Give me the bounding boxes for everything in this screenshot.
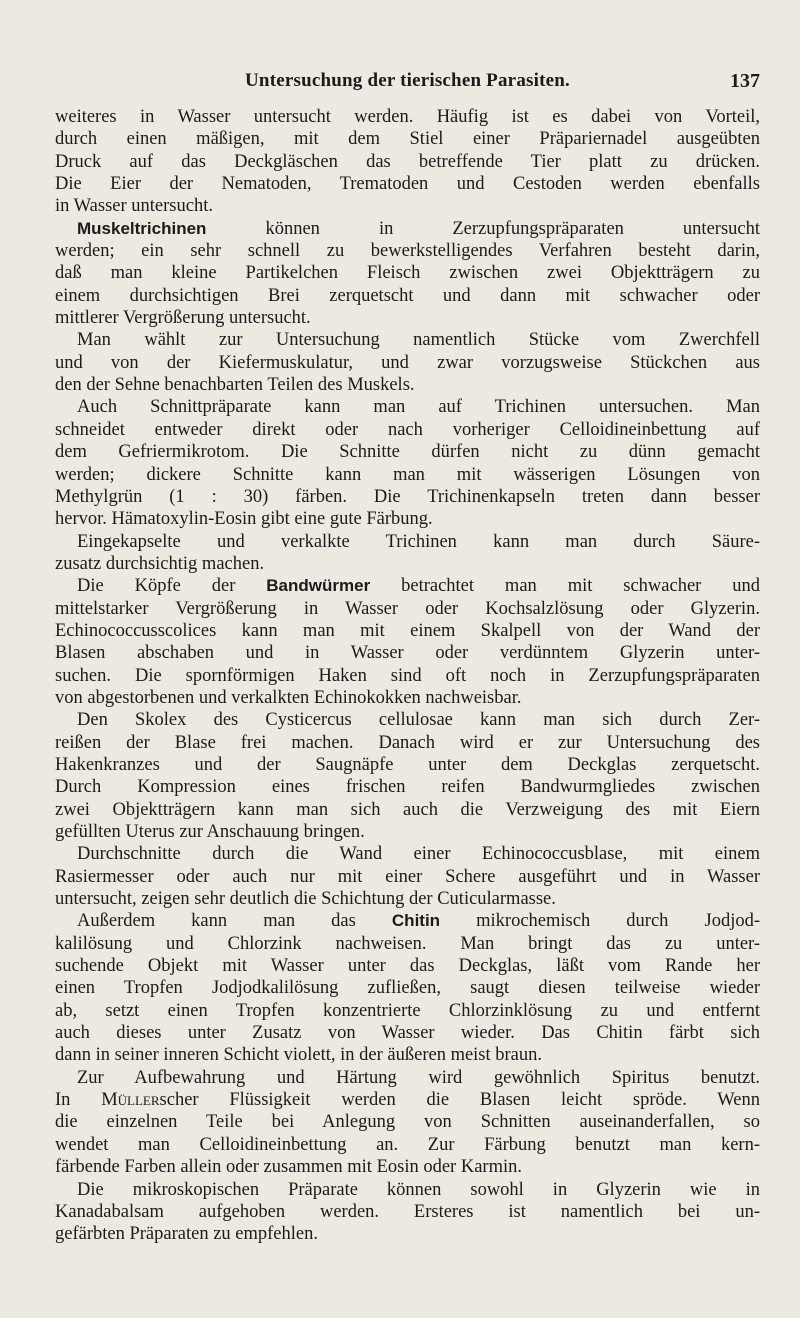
text-segment: weiteres in Wasser untersucht werden. Häufig ist es dabei von Vorteil, bbox=[55, 107, 760, 127]
text-line bbox=[55, 464, 760, 486]
text-line bbox=[55, 508, 760, 530]
text-segment: auch dieses unter Zusatz von Wasser wieder. Das Chitin färbt sich bbox=[55, 1023, 760, 1044]
text-line bbox=[55, 598, 760, 620]
keyword-heading: Bandwürmer bbox=[266, 576, 371, 596]
text-segment: Den Skolex des Cysticercus cellulosae kann man sich durch Zer- bbox=[77, 710, 760, 731]
text-line bbox=[55, 687, 760, 709]
text-segment: hervor. Hämatoxylin-Eosin gibt eine gute Färbung. bbox=[55, 509, 433, 530]
text-segment: kalilösung und Chlorzink nachweisen. Man bringt das zu unter- bbox=[55, 933, 760, 954]
text-segment: mittelstarker Vergrößerung in Wasser oder Kochsalzlösung oder Glyzerin. bbox=[55, 598, 760, 619]
text-segment: Die mikroskopischen Präparate können sowohl in Glyzerin wie in bbox=[77, 1179, 760, 1200]
text-segment: Druck auf das Deckgläschen das betreffende Tier platt zu drücken. bbox=[55, 151, 760, 172]
text-segment: von abgestorbenen und verkalkten Echinokokken nachweisbar. bbox=[55, 687, 522, 708]
text-segment: Methylgrün (1 : 30) färben. Die Trichinenkapseln treten dann besser bbox=[55, 486, 760, 507]
text-line bbox=[55, 642, 760, 664]
text-segment: mittlerer Vergrößerung untersucht. bbox=[55, 308, 311, 329]
text-line bbox=[55, 218, 760, 240]
text-line bbox=[55, 888, 760, 910]
text-line bbox=[55, 866, 760, 888]
text-line bbox=[55, 441, 760, 463]
text-segment: untersucht, zeigen sehr deutlich die Schichtung der Cuticularmasse. bbox=[55, 889, 556, 910]
running-title: Untersuchung der tierischen Parasiten. bbox=[245, 70, 570, 91]
text-segment: Durchschnitte durch die Wand einer Echinococcusblase, mit einem bbox=[77, 844, 760, 865]
text-segment: In bbox=[55, 1090, 102, 1111]
text-segment: Hakenkranzes und der Saugnäpfe unter dem Deckglas zerquetscht. bbox=[55, 754, 760, 775]
text-segment: daß man kleine Partikelchen Fleisch zwischen zwei Objektträgern zu bbox=[55, 263, 760, 284]
text-line bbox=[55, 1022, 760, 1044]
text-line bbox=[55, 419, 760, 441]
text-line bbox=[55, 709, 760, 731]
text-line bbox=[55, 754, 760, 776]
text-segment: und von der Kiefermuskulatur, und zwar vorzugsweise Stückchen aus bbox=[55, 352, 760, 373]
text-line bbox=[55, 1156, 760, 1178]
text-line bbox=[55, 575, 760, 597]
text-line bbox=[55, 486, 760, 508]
text-segment: werden; dickere Schnitte kann man mit wässerigen Lösungen von bbox=[55, 464, 760, 485]
text-segment: einem durchsichtigen Brei zerquetscht und dann mit schwacher oder bbox=[55, 285, 760, 306]
text-segment: Kanadabalsam aufgehoben werden. Ersteres ist namentlich bei un- bbox=[55, 1201, 760, 1222]
text-line bbox=[55, 620, 760, 642]
text-segment: dann in seiner inneren Schicht violett, in der äußeren meist braun. bbox=[55, 1045, 543, 1066]
text-segment: Rasiermesser oder auch nur mit einer Schere ausgeführt und in Wasser bbox=[55, 866, 760, 887]
text-line bbox=[55, 1000, 760, 1022]
text-line bbox=[55, 195, 760, 217]
text-line bbox=[55, 128, 760, 150]
author-name: Müller bbox=[101, 1090, 160, 1111]
text-line bbox=[55, 106, 760, 128]
text-line bbox=[55, 352, 760, 374]
text-line bbox=[55, 799, 760, 821]
text-line bbox=[55, 531, 760, 553]
keyword-heading: Muskeltrichinen bbox=[77, 218, 207, 238]
text-line bbox=[55, 977, 760, 999]
text-line bbox=[55, 821, 760, 843]
text-line bbox=[55, 553, 760, 575]
text-segment: reißen der Blase frei machen. Danach wird er zur Untersuchung des bbox=[55, 732, 760, 753]
text-line bbox=[55, 1223, 760, 1245]
text-line bbox=[55, 1067, 760, 1089]
text-segment: Durch Kompression eines frischen reifen Bandwurmgliedes zwischen bbox=[55, 777, 760, 798]
text-segment: Man wählt zur Untersuchung namentlich Stücke vom Zwerchfell bbox=[77, 330, 760, 351]
text-segment: durch einen mäßigen, mit dem Stiel einer Präpariernadel ausgeübten bbox=[55, 129, 760, 150]
text-line bbox=[55, 1179, 760, 1201]
text-segment: scher Flüssigkeit werden die Blasen leicht spröde. Wenn bbox=[159, 1090, 760, 1111]
text-line bbox=[55, 285, 760, 307]
text-line bbox=[55, 910, 760, 932]
text-segment: können in Zerzupfungspräparaten untersucht bbox=[206, 218, 760, 239]
text-line bbox=[55, 151, 760, 173]
body-text bbox=[55, 106, 760, 1246]
page-number: 137 bbox=[730, 70, 760, 92]
text-segment: den der Sehne benachbarten Teilen des Muskels. bbox=[55, 375, 415, 396]
text-segment: schneidet entweder direkt oder nach vorheriger Celloidineinbettung auf bbox=[55, 419, 760, 440]
page-header bbox=[55, 70, 760, 100]
text-line bbox=[55, 307, 760, 329]
text-segment: färbende Farben allein oder zusammen mit Eosin oder Karmin. bbox=[55, 1157, 522, 1178]
text-line bbox=[55, 374, 760, 396]
text-segment: Zur Aufbewahrung und Härtung wird gewöhnlich Spiritus benutzt. bbox=[77, 1067, 760, 1088]
keyword-heading: Chitin bbox=[391, 911, 441, 931]
text-line bbox=[55, 1089, 760, 1111]
text-segment: zusatz durchsichtig machen. bbox=[55, 553, 265, 574]
text-segment: suchen. Die spornförmigen Haken sind oft noch in Zerzupfungspräparaten bbox=[55, 665, 760, 686]
text-line bbox=[55, 1134, 760, 1156]
text-segment: gefüllten Uterus zur Anschauung bringen. bbox=[55, 822, 365, 842]
text-line bbox=[55, 173, 760, 195]
text-segment: werden; ein sehr schnell zu bewerkstelligendes Verfahren besteht darin, bbox=[55, 241, 760, 262]
text-line bbox=[55, 396, 760, 418]
text-line bbox=[55, 732, 760, 754]
text-segment: in Wasser untersucht. bbox=[55, 196, 213, 217]
text-line bbox=[55, 262, 760, 284]
text-segment: die einzelnen Teile bei Anlegung von Schnitten auseinanderfallen, so bbox=[55, 1112, 760, 1133]
text-segment: gefärbten Präparaten zu empfehlen. bbox=[55, 1224, 318, 1245]
text-line bbox=[55, 1201, 760, 1223]
text-segment: zwei Objektträgern kann man sich auch die Verzweigung des mit Eiern bbox=[55, 799, 760, 820]
text-segment: Eingekapselte und verkalkte Trichinen kann man durch Säure- bbox=[77, 531, 760, 552]
text-segment: mikrochemisch durch Jodjod- bbox=[440, 911, 760, 932]
text-segment: Auch Schnittpräparate kann man auf Trichinen untersuchen. Man bbox=[77, 397, 760, 418]
text-segment: Die Köpfe der bbox=[77, 576, 267, 597]
text-segment: Blasen abschaben und in Wasser oder verdünntem Glyzerin unter- bbox=[55, 643, 760, 664]
text-line bbox=[55, 1111, 760, 1133]
text-line bbox=[55, 955, 760, 977]
text-segment: suchende Objekt mit Wasser unter das Deckglas, läßt vom Rande her bbox=[55, 956, 760, 977]
text-line bbox=[55, 329, 760, 351]
text-segment: Außerdem kann man das bbox=[77, 911, 392, 932]
text-segment: Echinococcusscolices kann man mit einem Skalpell von der Wand der bbox=[55, 620, 760, 641]
text-line bbox=[55, 665, 760, 687]
text-segment: ab, setzt einen Tropfen konzentrierte Chlorzinklösung zu und entfernt bbox=[55, 1000, 760, 1021]
text-line bbox=[55, 1044, 760, 1066]
text-segment: betrachtet man mit schwacher und bbox=[370, 576, 760, 597]
text-segment: dem Gefriermikrotom. Die Schnitte dürfen nicht zu dünn gemacht bbox=[55, 442, 760, 463]
text-segment: einen Tropfen Jodjodkalilösung zufließen, saugt diesen teilweise wieder bbox=[55, 978, 760, 999]
text-line bbox=[55, 240, 760, 262]
text-line bbox=[55, 933, 760, 955]
text-line bbox=[55, 776, 760, 798]
text-segment: Die Eier der Nematoden, Trematoden und Cestoden werden ebenfalls bbox=[55, 174, 760, 195]
text-line bbox=[55, 843, 760, 865]
text-segment: wendet man Celloidineinbettung an. Zur Färbung benutzt man kern- bbox=[55, 1134, 760, 1155]
